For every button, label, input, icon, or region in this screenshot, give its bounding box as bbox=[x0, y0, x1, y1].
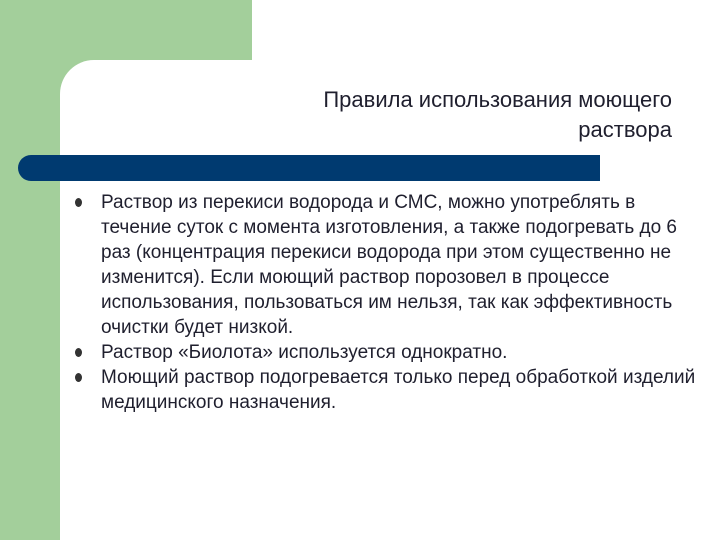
bullet-item bbox=[72, 190, 697, 340]
bullet-icon bbox=[75, 198, 82, 207]
slide-title-line-1: Правила использования моющего bbox=[323, 87, 672, 112]
slide-title-line-2: раствора bbox=[578, 117, 672, 142]
bullet-icon bbox=[75, 348, 82, 357]
bullet-list bbox=[72, 190, 697, 415]
title-divider-bar bbox=[18, 155, 600, 181]
bullet-item bbox=[72, 340, 697, 365]
bullet-text: Моющий раствор подогревается только перед обработкой изделий медицинского назначения. bbox=[101, 367, 696, 413]
bullet-text: Раствор из перекиси водорода и СМС, можно употреблять в течение суток с момента изготовления, а также подогревать до 6 раз (концентрация перекиси водорода при этом существенно не изменится). Если моющий раствор порозовел в процессе использования, пользоваться им нельзя, так как эффективность очистки будет низкой. bbox=[101, 192, 677, 338]
bullet-item bbox=[72, 365, 697, 415]
slide-title bbox=[150, 85, 672, 145]
bullet-icon bbox=[75, 373, 82, 382]
bullet-text: Раствор «Биолота» используется однократно. bbox=[101, 342, 508, 363]
